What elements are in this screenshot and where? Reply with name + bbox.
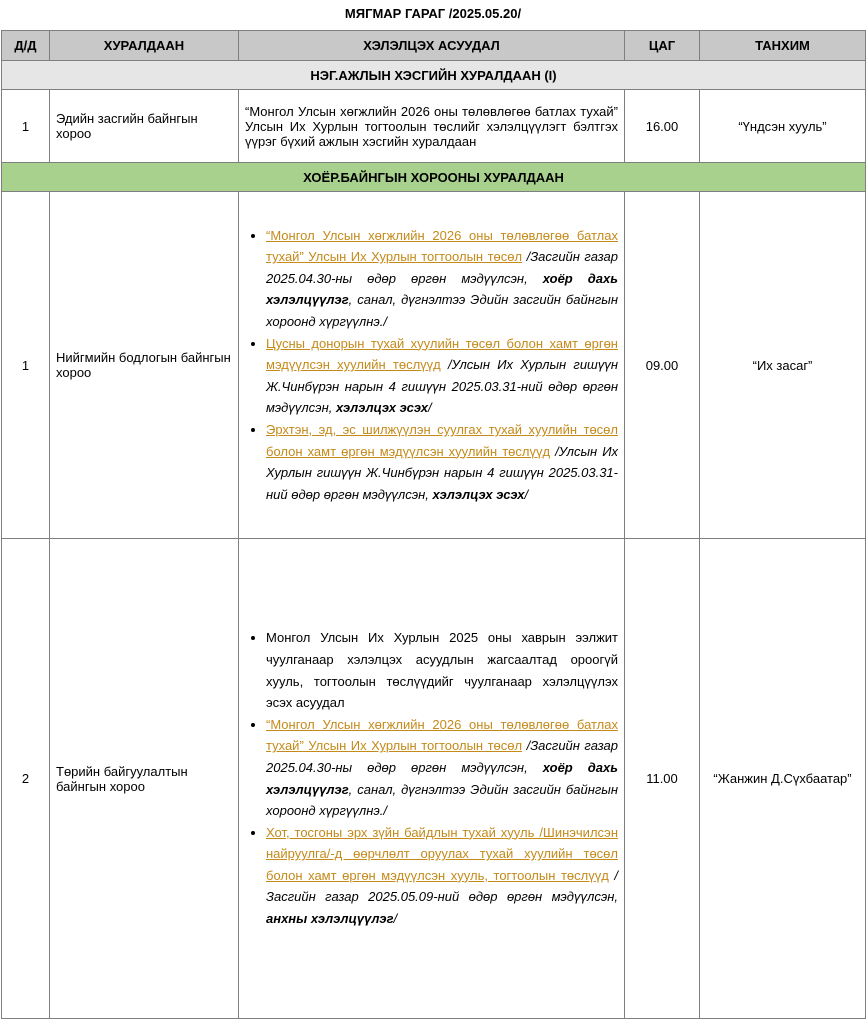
agenda-item: [266, 225, 618, 333]
meeting-time: 11.00: [625, 539, 700, 1019]
agenda-stage: хэлэлцэх эсэх: [432, 486, 525, 502]
row-number: 1: [2, 90, 50, 163]
header-row: [2, 31, 866, 61]
meeting-time: 16.00: [625, 90, 700, 163]
meeting-time: 09.00: [625, 192, 700, 539]
col-header-num: Д/Д: [2, 31, 50, 61]
agenda-note: /Засгийн газар 2025.04.30-ны өдөр өргөн мэдүүлсэн,: [266, 249, 618, 286]
agenda-link[interactable]: Хот, тосгоны эрх зүйн байдлын тухай хууль /Шинэчилсэн найруулга/-д өөрчлөлт оруулах тухай хуулийн төсөл болон хамт өргөн мэдүүлсэн хууль, тогтоолын төслүүд: [266, 824, 618, 883]
meeting-hall: “Жанжин Д.Сүхбаатар”: [700, 539, 866, 1019]
agenda-note: /: [524, 486, 529, 502]
col-header-agenda: ХЭЛЭЛЦЭХ АСУУДАЛ: [239, 31, 625, 61]
agenda-stage: хоёр дахь хэлэлцүүлэг: [266, 270, 618, 308]
agenda-note: /Улсын Их Хурлын гишүүн Ж.Чинбүрэн нарын 4 гишүүн 2025.03.31-ний өдөр өргөн мэдүүлсэн,: [266, 357, 618, 416]
row-number: 2: [2, 539, 50, 1019]
table-row: [2, 539, 866, 1019]
section-title: ХОЁР.БАЙНГЫН ХОРООНЫ ХУРАЛДААН: [2, 163, 866, 192]
agenda-text: “Монгол Улсын хөгжлийн 2026 оны төлөвлөгөө батлах тухай” Улсын Их Хурлын тогтоолын төслийг хэлэлцүүлэгт бэлтгэх үүрэг бүхий ажлын хэсгийн хуралдаан: [239, 90, 625, 163]
agenda-cell: [239, 192, 625, 539]
agenda-note: , санал, дүгнэлтээ Эдийн засгийн байнгын хороонд хүргүүлнэ./: [266, 292, 618, 330]
agenda-note: /Засгийн газар 2025.04.30-ны өдөр өргөн мэдүүлсэн,: [266, 738, 618, 775]
agenda-item: [266, 714, 618, 822]
agenda-item: [266, 822, 618, 930]
agenda-item: [266, 333, 618, 419]
meeting-name: Эдийн засгийн байнгын хороо: [50, 90, 239, 163]
agenda-list: [239, 627, 624, 929]
col-header-meeting: ХУРАЛДААН: [50, 31, 239, 61]
agenda-item: [266, 419, 618, 505]
agenda-cell: [239, 539, 625, 1019]
section-header-standing-committee: [2, 163, 866, 192]
agenda-note: /Засгийн газар 2025.05.09-ний өдөр өргөн мэдүүлсэн,: [266, 867, 618, 905]
agenda-note: /: [427, 400, 432, 416]
agenda-link[interactable]: Эрхтэн, эд, эс шилжүүлэн суулгах тухай хуулийн төсөл болон хамт өргөн мэдүүлсэн хуулийн төслүүд: [266, 421, 618, 459]
agenda-note: /Улсын Их Хурлын гишүүн Ж.Чинбүрэн нарын 4 гишүүн 2025.03.31-ний өдөр өргөн мэдүүлсэн,: [266, 443, 618, 502]
col-header-hall: ТАНХИМ: [700, 31, 866, 61]
agenda-link[interactable]: “Монгол Улсын хөгжлийн 2026 оны төлөвлөгөө батлах тухай” Улсын Их Хурлын тогтоолын төсөл: [266, 716, 618, 754]
agenda-link[interactable]: Цусны донорын тухай хуулийн төсөл болон хамт өргөн мэдүүлсэн хуулийн төслүүд: [266, 335, 618, 373]
meeting-hall: “Үндсэн хууль”: [700, 90, 866, 163]
meeting-hall: “Их засаг”: [700, 192, 866, 539]
agenda-stage: хэлэлцэх эсэх: [335, 400, 428, 416]
agenda-note: , санал, дүгнэлтээ Эдийн засгийн байнгын хороонд хүргүүлнэ./: [266, 781, 618, 819]
agenda-stage: хоёр дахь хэлэлцүүлэг: [266, 759, 618, 797]
section-header-working-group: [2, 61, 866, 90]
meeting-name: Нийгмийн бодлогын байнгын хороо: [50, 192, 239, 539]
page-title: МЯГМАР ГАРАГ /2025.05.20/: [344, 6, 522, 21]
agenda-note: /: [393, 911, 398, 927]
section-title: НЭГ.АЖЛЫН ХЭСГИЙН ХУРАЛДААН (I): [2, 61, 866, 90]
col-header-time: ЦАГ: [625, 31, 700, 61]
row-number: 1: [2, 192, 50, 539]
agenda-item: • Монгол Улсын Их Хурлын 2025 оны хаврын ээлжит чуулганаар хэлэлцэх асуудлын жагсаалтад ороогүй хууль, тогтоолын төслүүдийг чуулганаар хэлэлцүүлэх эсэх асуудал: [266, 627, 618, 713]
schedule-table: [1, 30, 866, 1019]
table-row: [2, 90, 866, 163]
meeting-name: Төрийн байгуулалтын байнгын хороо: [50, 539, 239, 1019]
table-row: [2, 192, 866, 539]
agenda-stage: анхны хэлэлцүүлэг: [266, 911, 394, 927]
agenda-link[interactable]: “Монгол Улсын хөгжлийн 2026 оны төлөвлөгөө батлах тухай” Улсын Их Хурлын тогтоолын төсөл: [266, 227, 618, 265]
agenda-list: [239, 225, 624, 506]
